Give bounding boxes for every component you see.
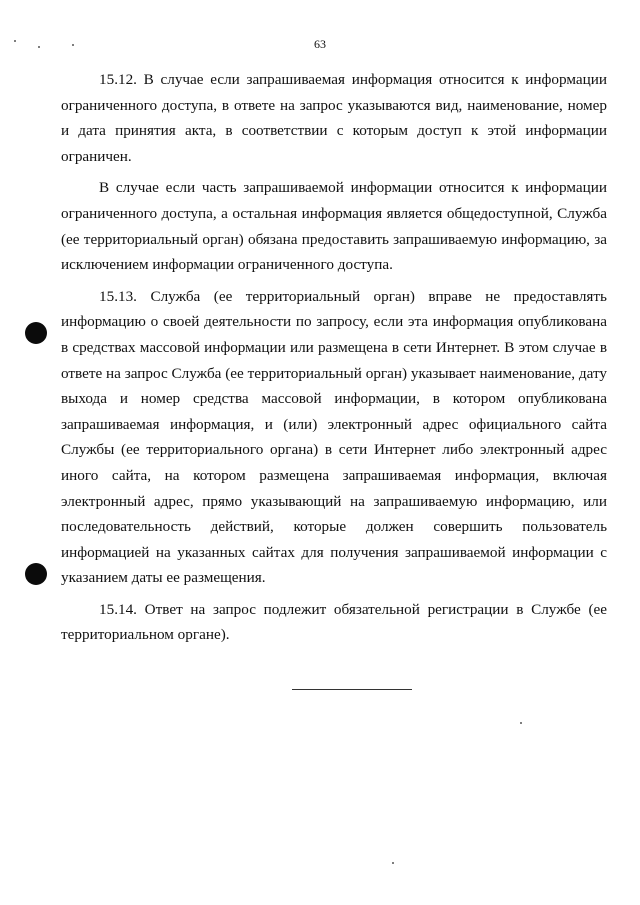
punch-hole-mark [25,563,47,585]
paragraph-15-13: 15.13. Служба (ее территориальный орган) вправе не предоставлять информацию о своей деятельности по запросу, если эта информация опубликована в средствах массовой информации или размещена в сети Интернет. В этом случае в ответе на запрос Служба (ее территориальный орган) указывает наименование, дату выхода и номер средства массовой информации, в котором опубликована запрашиваемая информация, и (или) электронный адрес официального сайта Службы (ее территориального органа) в сети Интернет либо электронный адрес иного сайта, на котором размещена запрашиваемая информация, включая электронный адрес, прямо указывающий на запрашиваемую информацию, или последовательность действий, которые должен совершить пользователь информацией на указанных сайтах для получения запрашиваемой информации с указанием даты ее размещения. [61,287,607,587]
paragraph-15-12: 15.12. В случае если запрашиваемая информация относится к информации ограниченного доступа, в ответе на запрос указываются вид, наименование, номер и дата принятия акта, в соответствии с которым доступ к этой информации ограничен. [61,71,607,165]
scan-speck [72,44,74,46]
page-number: 63 [314,37,326,51]
scan-speck [392,862,394,864]
punch-hole-mark [25,322,47,344]
end-of-text-rule [292,689,412,690]
scan-speck [38,46,40,48]
paragraph-15-12-continued: В случае если часть запрашиваемой информации относится к информации ограниченного доступа, а остальная информация является общедоступной, Служба (ее территориальный орган) обязана предоставить запрашиваемую информацию, за исключением информации ограниченного доступа. [61,179,607,274]
scan-speck [14,40,16,42]
paragraph-15-14: 15.14. Ответ на запрос подлежит обязательной регистрации в Службе (ее территориальном органе). [61,600,607,644]
scan-speck [520,722,522,724]
document-body [61,67,607,654]
